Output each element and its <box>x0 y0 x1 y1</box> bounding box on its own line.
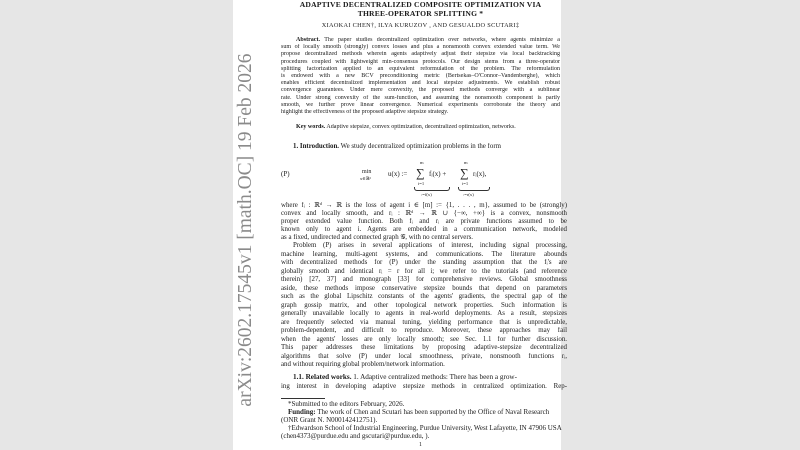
body-line: such as the global Lipschitz constants of the agents' gradients, the spectral gap of the <box>281 293 567 300</box>
footnote-submitted: *Submitted to the editors February, 2026. <box>288 400 405 408</box>
funding-label: Funding: <box>288 408 316 416</box>
keywords <box>296 124 566 131</box>
paper-title-line-1: ADAPTIVE DECENTRALIZED COMPOSITE OPTIMIZATION VIA <box>299 0 542 9</box>
intro-heading-line <box>293 143 567 151</box>
body-line: problem-dependent, and difficult to reproduce. Moreover, these approaches may fail <box>281 327 567 334</box>
sum2-symbol: ∑ <box>460 166 469 180</box>
body-line: known only to agent i. Agents are embedded in a communication network, modeled <box>281 226 567 233</box>
keywords-label: Key words. <box>296 124 326 130</box>
abstract-line: sum of locally smooth (strongly) convex losses and plus a nonsmooth convex extended value term. We <box>281 44 560 51</box>
keywords-text: Adaptive stepsize, convex optimization, decentralized optimization, networks. <box>325 124 516 130</box>
body-line: proper extended value function. Both fᵢ and rᵢ are private functions assumed to be <box>281 218 567 225</box>
abstract-line: is endowed with a new BCV preconditioning metric (Bertsekas–O'Connor–Vandenberghe), which <box>281 73 560 79</box>
related-text: 1. Adaptive centralized methods: There has been a grow- <box>351 373 518 381</box>
body-line: with decentralized methods for (P) under the standing assumption that the fᵢ's are <box>281 259 567 266</box>
body-line: Problem (P) arises in several applications of interest, including signal processing, <box>293 242 567 249</box>
body-line: therein) [27, 37] and monograph [33] for comprehensive reviews. Global smoothness <box>281 276 567 283</box>
body-line: generally unavailable locally to agents in real-world deployments. As a result, stepsizes <box>281 310 567 317</box>
intro-text: We study decentralized optimization problems in the form <box>339 143 501 150</box>
equation-term2: rᵢ(x), <box>473 170 487 178</box>
footnote-emails: (chen4373@purdue.edu and gscutari@purdue.edu, ). <box>281 432 430 440</box>
footnote-rule <box>281 398 325 399</box>
underbrace-1 <box>414 187 450 191</box>
body-line: machine learning, multi-agent systems, and communications. The literature abounds <box>281 250 567 258</box>
authors: XIAOKAI CHEN†, ILYA KURUZOV , AND GESUALDO SCUTARI‡ <box>321 22 520 29</box>
body-line: are frequently selected via manual tuning, yielding performance that is unpredictable, <box>281 318 567 326</box>
arxiv-stamp: arXiv:2602.17545v1 [math.OC] 19 Feb 2026 <box>235 53 256 407</box>
sum1-lower: i=1 <box>418 181 425 186</box>
body-line: This paper addresses these limitations by proposing adaptive-stepsize decentralized <box>281 344 567 351</box>
underbrace-label-1: :=f(x) <box>421 192 432 197</box>
footnote-affiliation: †Edwardson School of Industrial Engineering, Purdue University, West Lafayette, IN 47906 USA <box>288 424 562 432</box>
body-line: aside, these methods impose conservative stepsize bounds that depend on parameters <box>281 284 567 292</box>
subsection-heading: 1.1. Related works. <box>293 373 352 381</box>
abstract-line: smooth, we further prove linear convergence. Numerical experiments corroborate the theory and <box>281 101 560 108</box>
paper-title-line-2: THREE-OPERATOR SPLITTING * <box>357 9 484 18</box>
abstract-label: Abstract. <box>296 37 321 43</box>
section-heading: 1. Introduction. <box>293 143 340 150</box>
body-line: algorithms that solve (P) under local smoothness, private, nonsmooth functions rᵢ, <box>281 352 567 360</box>
page-number: 1 <box>419 442 422 448</box>
equation-min-subscript: x∈ℝᵈ <box>360 176 371 181</box>
body-line: globally smooth and identical rᵢ = r for all i; we refer to the tutorials (and reference <box>281 267 567 275</box>
footnote-funding-grant: (ONR Grant N. N000142412751). <box>281 416 378 424</box>
sum2-upper: m <box>464 160 468 165</box>
underbrace-label-2: :=r(x) <box>463 192 474 197</box>
body-line: when the agents' losses are only locally smooth; see Sec. 1.1 for further discussion. <box>281 335 567 343</box>
paper-page <box>233 0 567 450</box>
sum1-upper: m <box>420 160 424 165</box>
sum2-lower: i=1 <box>462 181 469 186</box>
equation-lhs: u(x) := <box>388 170 408 178</box>
body-line: graph gossip matrix, and other topological network properties. Such information is <box>281 301 567 309</box>
abstract-line: convergence guarantees. Under mere convexity, the proposed methods converge with a sublinear <box>281 87 560 94</box>
abstract-line: procedures coupled with lightweight min-consensus protocols. Our design stems from a three-operator <box>281 58 560 65</box>
sum1-symbol: ∑ <box>416 166 425 180</box>
abstract-line: splitting factorization applied to an equivalent reformulation of the problem. The reformulation <box>281 65 560 72</box>
footnote-funding <box>288 408 549 416</box>
body-line: convex and locally smooth, and rᵢ : ℝᵈ → ℝ ∪ {−∞, +∞} is a convex, nonsmooth <box>281 210 567 217</box>
abstract-line: propose decentralized methods wherein agents adaptively adjust their stepsize via local backtracking <box>281 51 560 58</box>
abstract-line: highlight the effectiveness of the proposed adaptive stepsize strategy. <box>281 109 449 115</box>
abstract-line: rate. Under strong convexity of the sum-function, and assuming the nonsmooth component is partly <box>281 94 560 101</box>
equation-min: min <box>362 169 372 175</box>
body-line: and without requiring global problem/network information. <box>281 361 445 368</box>
underbrace-2 <box>458 187 490 191</box>
related-works-line <box>293 373 517 382</box>
body-line: as a fixed, undirected and connected graph 𝒢, with no central servers. <box>281 234 474 241</box>
equation-term1: fᵢ(x) + <box>429 170 447 178</box>
body-line: ing interest in developing adaptive stepsize methods in centralized optimization. Rep- <box>281 383 567 390</box>
abstract-line <box>296 37 560 44</box>
abstract-line: enables efficient decentralized implementation and local stepsize adjustments. We establish robust <box>281 80 560 87</box>
body-line: where fᵢ : ℝᵈ → ℝ is the loss of agent i ∈ [m] := {1, . . . , m}, assumed to be (strongly) <box>281 202 567 209</box>
funding-text: The work of Chen and Scutari has been supported by the Office of Naval Research <box>315 408 550 416</box>
abstract-text: The paper studies decentralized optimization over networks, where agents minimize a <box>320 37 560 43</box>
arxiv-stamp-container <box>233 0 259 450</box>
equation-tag: (P) <box>281 170 290 178</box>
